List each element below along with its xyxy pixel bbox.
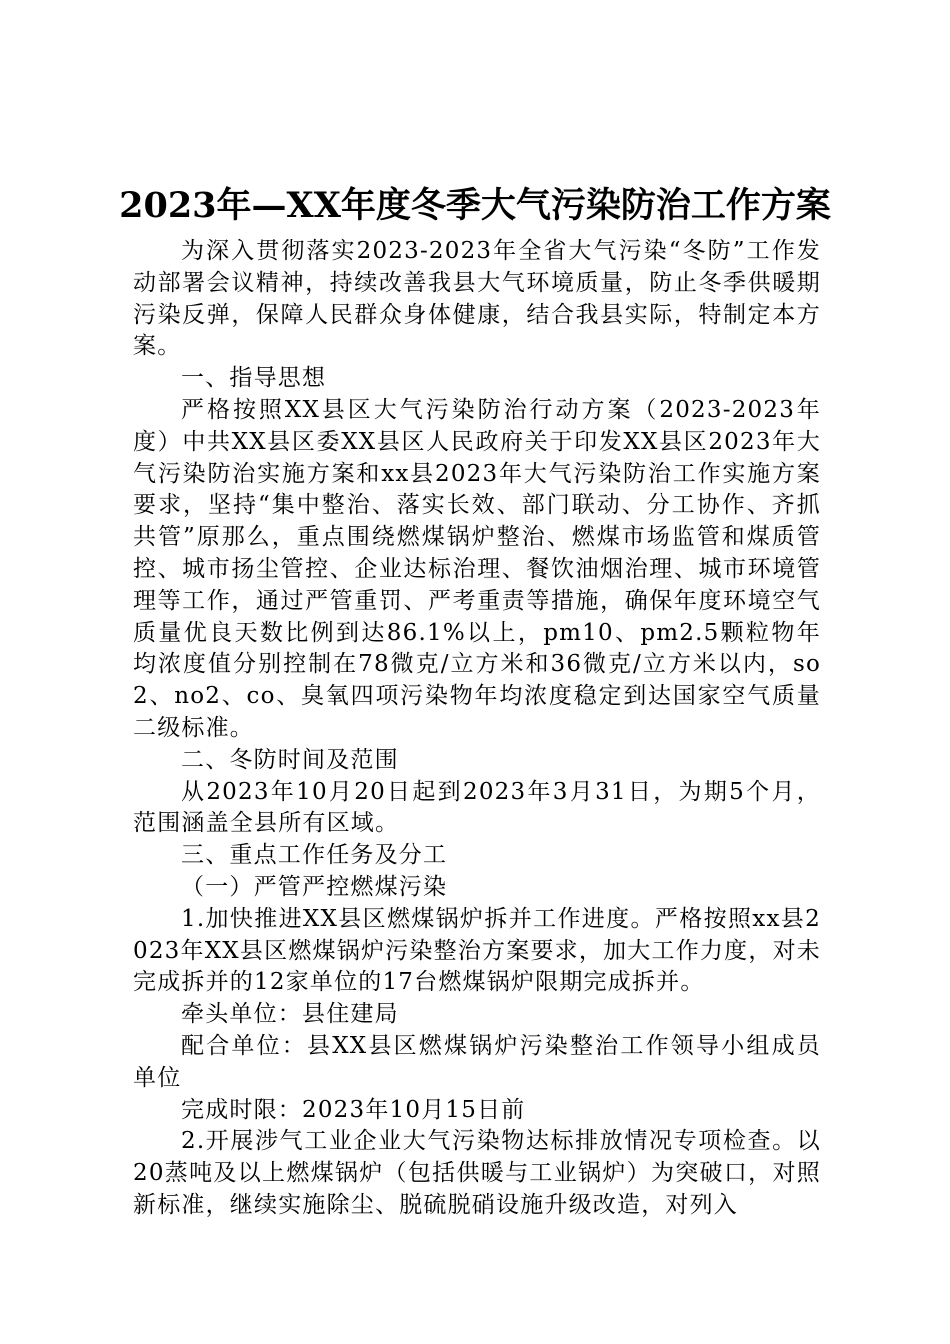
intro-paragraph: 为深入贯彻落实2023-2023年全省大气污染“冬防”工作发动部署会议精神，持续改善我县大气环境质量，防止冬季供暖期污染反弹，保障人民群众身体健康，结合我县实际，特制定本方案。 [133,238,821,360]
task-1-lead-unit: 牵头单位：县住建局 [181,1001,399,1028]
section-heading-key-tasks: 三、重点工作任务及分工 [181,842,448,869]
section-heading-guiding-ideology: 一、指导思想 [181,365,327,392]
task-1-paragraph: 1.加快推进XX县区燃煤锅炉拆并工作进度。严格按照xx县2023年XX县区燃煤锅炉污染整治方案要求，加大工作力度，对未完成拆并的12家单位的17台燃煤锅炉限期完成拆并。 [133,905,821,996]
task-1-deadline: 完成时限：2023年10月15日前 [181,1096,526,1123]
document-body [133,236,821,1222]
document-title: 2023年—XX年度冬季大气污染防治工作方案 [119,185,831,226]
guiding-ideology-paragraph: 严格按照XX县区大气污染防治行动方案（2023-2023年度）中共XX县区委XX县区人民政府关于印发XX县区2023年大气污染防治实施方案和xx县2023年大气污染防治工作实施方案要求，坚持“集中整治、落实长效、部门联动、分工协作、齐抓共管”原那么，重点围绕燃煤锅炉整治、燃煤市场监管和煤质管控、城市扬尘管控、企业达标治理、餐饮油烟治理、城市环境管理等工作，通过严管重罚、严考重责等措施，确保年度环境空气质量优良天数比例到达86.1%以上，pm10、pm2.5颗粒物年均浓度值分别控制在78微克/立方米和36微克/立方米以内，so2、no2、co、臭氧四项污染物年均浓度稳定到达国家空气质量二级标准。 [133,396,821,741]
section-heading-time-and-scope: 二、冬防时间及范围 [181,746,399,773]
task-1-cooperating-units: 配合单位：县XX县区燃煤锅炉污染整治工作领导小组成员单位 [133,1032,821,1091]
task-2-paragraph: 2.开展涉气工业企业大气污染物达标排放情况专项检查。以20蒸吨及以上燃煤锅炉（包括供暖与工业锅炉）为突破口，对照新标准，继续实施除尘、脱硫脱硝设施升级改造，对列入 [133,1128,821,1218]
subsection-heading-coal-pollution: （一）严管严控燃煤污染 [181,873,448,900]
time-and-scope-paragraph: 从2023年10月20日起到2023年3月31日，为期5个月，范围涵盖全县所有区域。 [133,778,821,837]
